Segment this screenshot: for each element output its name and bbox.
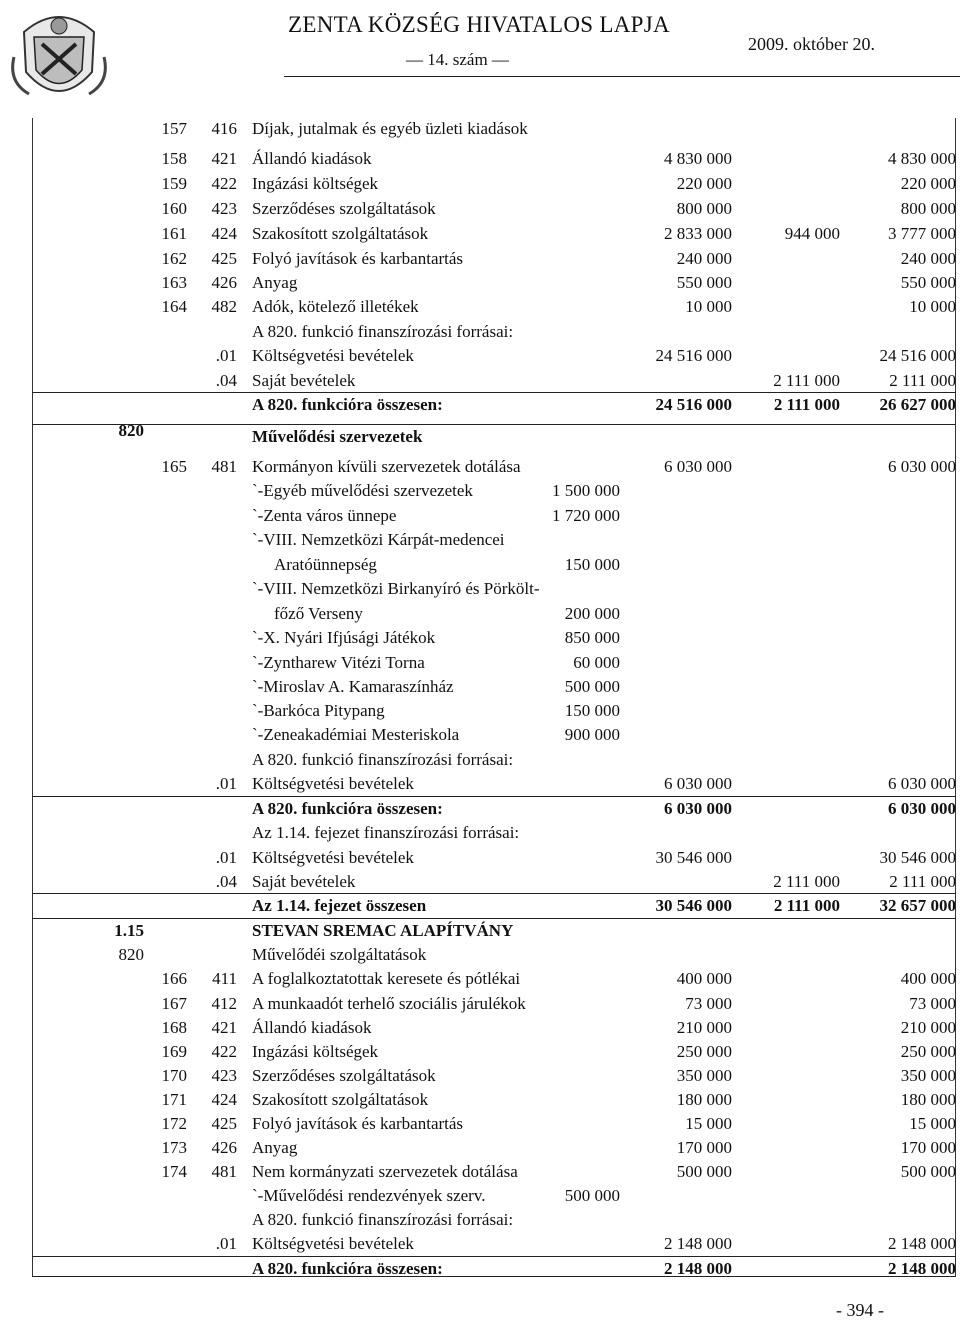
table-row [32, 505, 956, 529]
function-code: 820 [118, 945, 144, 964]
description: `-Zenta város ünnepe [252, 506, 397, 525]
description: A 820. funkció finanszírozási forrásai: [252, 322, 514, 341]
table-row [32, 1233, 956, 1257]
table-row [32, 421, 956, 450]
table-row [32, 148, 956, 172]
table-row [32, 370, 956, 394]
amount-budget: 180 000 [676, 1090, 732, 1109]
budget-table [32, 118, 956, 1277]
amount-total: 250 000 [900, 1042, 956, 1061]
table-row [32, 798, 956, 822]
description: A 820. funkció finanszírozási forrásai: [252, 750, 514, 769]
amount-own-revenue: 944 000 [784, 224, 840, 243]
function-code: 820 [118, 421, 144, 440]
amount-total: 2 148 000 [888, 1259, 956, 1278]
description: Szerződéses szolgáltatások [252, 1066, 436, 1085]
table-row [32, 554, 956, 578]
section-rule [32, 893, 956, 894]
amount-total: 210 000 [900, 1018, 956, 1037]
description: Költségvetési bevételek [252, 1234, 414, 1253]
table-row [32, 676, 956, 700]
table-row [32, 1209, 956, 1233]
economic-class: 421 [211, 149, 237, 168]
sub-amount: 1 720 000 [552, 506, 620, 525]
economic-class: 423 [211, 199, 237, 218]
amount-budget: 4 830 000 [664, 149, 732, 168]
coat-of-arms-icon [4, 2, 114, 112]
table-row [32, 198, 956, 222]
description: `-VIII. Nemzetközi Kárpát-medencei [252, 530, 505, 549]
position-number: 165 [161, 457, 187, 476]
table-row [32, 248, 956, 272]
position-number: 174 [161, 1162, 187, 1181]
table-row [32, 627, 956, 651]
amount-own-revenue: 2 111 000 [773, 872, 840, 891]
sub-amount: 500 000 [564, 677, 620, 696]
economic-class: .04 [215, 872, 237, 891]
table-row [32, 456, 956, 480]
description: A munkaadót terhelő szociális járulékok [252, 994, 526, 1013]
amount-budget: 800 000 [676, 199, 732, 218]
table-row [32, 968, 956, 992]
amount-budget: 73 000 [685, 994, 732, 1013]
amount-budget: 220 000 [676, 174, 732, 193]
description: Anyag [252, 1138, 298, 1157]
description: Az 1.14. fejezet finanszírozási forrásai: [252, 823, 520, 842]
sub-amount: 500 000 [564, 1186, 620, 1205]
description: Saját bevételek [252, 872, 356, 891]
economic-class: 425 [211, 1114, 237, 1133]
table-row [32, 773, 956, 797]
amount-budget: 2 148 000 [664, 1259, 732, 1278]
amount-budget: 400 000 [676, 969, 732, 988]
position-number: 167 [161, 994, 187, 1013]
table-row [32, 1065, 956, 1089]
description: A foglalkoztatottak keresete és pótlékai [252, 969, 521, 988]
amount-total: 180 000 [900, 1090, 956, 1109]
position-number: 168 [161, 1018, 187, 1037]
description: Művelődéi szolgáltatások [252, 945, 427, 964]
amount-budget: 10 000 [685, 297, 732, 316]
publication-date: 2009. október 20. [748, 34, 875, 54]
economic-class: 412 [211, 994, 237, 1013]
amount-total: 30 546 000 [879, 848, 956, 867]
amount-budget: 6 030 000 [664, 799, 732, 818]
description: A 820. funkció finanszírozási forrásai: [252, 1210, 514, 1229]
function-code: 1.15 [114, 921, 144, 940]
amount-total: 6 030 000 [888, 799, 956, 818]
economic-class: .01 [215, 774, 237, 793]
economic-class: 421 [211, 1018, 237, 1037]
amount-own-revenue: 2 111 000 [773, 896, 840, 915]
description: Szerződéses szolgáltatások [252, 199, 436, 218]
issue-number: — 14. szám — [406, 50, 509, 69]
table-row [32, 345, 956, 369]
table-row [32, 394, 956, 418]
table-row [32, 871, 956, 895]
sub-amount: 60 000 [573, 653, 620, 672]
economic-class: 423 [211, 1066, 237, 1085]
description: Folyó javítások és karbantartás [252, 1114, 464, 1133]
description: Díjak, jutalmak és egyéb üzleti kiadások [252, 119, 528, 138]
position-number: 170 [161, 1066, 187, 1085]
section-rule [32, 796, 956, 797]
sub-amount: 850 000 [564, 628, 620, 647]
table-row [32, 480, 956, 504]
table-row [32, 944, 956, 968]
table-row [32, 895, 956, 919]
description: Ingázási költségek [252, 1042, 379, 1061]
description: STEVAN SREMAC ALAPÍTVÁNY [252, 921, 514, 940]
amount-total: 6 030 000 [888, 457, 956, 476]
amount-budget: 30 546 000 [655, 848, 732, 867]
amount-budget: 350 000 [676, 1066, 732, 1085]
sub-amount: 150 000 [564, 555, 620, 574]
economic-class: 481 [211, 1162, 237, 1181]
table-row [32, 1137, 956, 1161]
economic-class: 424 [211, 1090, 237, 1109]
amount-budget: 2 148 000 [664, 1234, 732, 1253]
amount-budget: 24 516 000 [655, 395, 732, 414]
amount-budget: 6 030 000 [664, 457, 732, 476]
section-rule [32, 424, 956, 425]
economic-class: 425 [211, 249, 237, 268]
position-number: 159 [161, 174, 187, 193]
description: Saját bevételek [252, 371, 356, 390]
amount-budget: 15 000 [685, 1114, 732, 1133]
amount-budget: 550 000 [676, 273, 732, 292]
section-rule [32, 392, 956, 393]
table-row [32, 1089, 956, 1113]
economic-class: 422 [211, 1042, 237, 1061]
description: Kormányon kívüli szervezetek dotálása [252, 457, 521, 476]
amount-total: 2 148 000 [888, 1234, 956, 1253]
description: Szakosított szolgáltatások [252, 1090, 429, 1109]
economic-class: 426 [211, 273, 237, 292]
description: Ingázási költségek [252, 174, 379, 193]
amount-total: 240 000 [900, 249, 956, 268]
economic-class: 416 [211, 119, 237, 138]
amount-total: 350 000 [900, 1066, 956, 1085]
amount-total: 220 000 [900, 174, 956, 193]
position-number: 161 [161, 224, 187, 243]
description: Állandó kiadások [252, 149, 372, 168]
economic-class: 424 [211, 224, 237, 243]
description: `-Zeneakadémiai Mesteriskola [252, 725, 460, 744]
description: főző Verseny [274, 604, 363, 623]
amount-own-revenue: 2 111 000 [773, 371, 840, 390]
position-number: 173 [161, 1138, 187, 1157]
page-number: - 394 - [836, 1300, 884, 1320]
amount-total: 2 111 000 [889, 872, 956, 891]
table-row [32, 749, 956, 773]
description: `-Barkóca Pitypang [252, 701, 385, 720]
amount-total: 500 000 [900, 1162, 956, 1181]
table-row [32, 822, 956, 846]
amount-total: 24 516 000 [879, 346, 956, 365]
header-rule [284, 76, 960, 77]
amount-total: 3 777 000 [888, 224, 956, 243]
economic-class: .01 [215, 848, 237, 867]
description: A 820. funkcióra összesen: [252, 395, 443, 414]
economic-class: .04 [215, 371, 237, 390]
sub-amount: 1 500 000 [552, 481, 620, 500]
description: Adók, kötelező illetékek [252, 297, 419, 316]
amount-budget: 24 516 000 [655, 346, 732, 365]
table-row [32, 652, 956, 676]
sub-amount: 200 000 [564, 604, 620, 623]
description: A 820. funkcióra összesen: [252, 1259, 443, 1278]
amount-total: 400 000 [900, 969, 956, 988]
position-number: 166 [161, 969, 187, 988]
table-row [32, 1041, 956, 1065]
table-row [32, 1185, 956, 1209]
position-number: 172 [161, 1114, 187, 1133]
table-row [32, 529, 956, 553]
table-row [32, 724, 956, 748]
amount-total: 2 111 000 [889, 371, 956, 390]
description: Költségvetési bevételek [252, 346, 414, 365]
table-row [32, 223, 956, 247]
description: Szakosított szolgáltatások [252, 224, 429, 243]
amount-own-revenue: 2 111 000 [773, 395, 840, 414]
amount-budget: 2 833 000 [664, 224, 732, 243]
section-rule [32, 1256, 956, 1257]
description: `-VIII. Nemzetközi Birkanyíró és Pörkölt- [252, 579, 540, 598]
description: Folyó javítások és karbantartás [252, 249, 464, 268]
table-row [32, 920, 956, 944]
amount-total: 170 000 [900, 1138, 956, 1157]
position-number: 163 [161, 273, 187, 292]
amount-budget: 30 546 000 [655, 896, 732, 915]
table-row [32, 173, 956, 197]
table-row [32, 118, 956, 142]
table-row [32, 847, 956, 871]
table-row [32, 1017, 956, 1041]
description: `-Miroslav A. Kamaraszínház [252, 677, 454, 696]
publication-title: ZENTA KÖZSÉG HIVATALOS LAPJA [288, 12, 670, 37]
position-number: 162 [161, 249, 187, 268]
amount-budget: 500 000 [676, 1162, 732, 1181]
position-number: 169 [161, 1042, 187, 1061]
position-number: 171 [161, 1090, 187, 1109]
position-number: 164 [161, 297, 187, 316]
amount-total: 4 830 000 [888, 149, 956, 168]
economic-class: 426 [211, 1138, 237, 1157]
economic-class: 482 [211, 297, 237, 316]
position-number: 158 [161, 149, 187, 168]
description: Anyag [252, 273, 298, 292]
position-number: 157 [161, 119, 187, 138]
amount-total: 550 000 [900, 273, 956, 292]
description: Nem kormányzati szervezetek dotálása [252, 1162, 518, 1181]
table-row [32, 1113, 956, 1137]
description: Művelődési szervezetek [252, 427, 423, 446]
amount-total: 32 657 000 [879, 896, 956, 915]
table-row [32, 296, 956, 320]
economic-class: .01 [215, 1234, 237, 1253]
amount-total: 73 000 [909, 994, 956, 1013]
amount-total: 10 000 [909, 297, 956, 316]
description: `-Zyntharew Vitézi Torna [252, 653, 425, 672]
description: Költségvetési bevételek [252, 774, 414, 793]
page-header [0, 0, 960, 80]
description: Az 1.14. fejezet összesen [252, 896, 427, 915]
table-row [32, 993, 956, 1017]
amount-budget: 210 000 [676, 1018, 732, 1037]
description: Aratóünnepség [274, 555, 377, 574]
amount-budget: 6 030 000 [664, 774, 732, 793]
description: Állandó kiadások [252, 1018, 372, 1037]
amount-total: 26 627 000 [879, 395, 956, 414]
amount-total: 800 000 [900, 199, 956, 218]
amount-total: 15 000 [909, 1114, 956, 1133]
sub-amount: 150 000 [564, 701, 620, 720]
economic-class: 411 [212, 969, 237, 988]
position-number: 160 [161, 199, 187, 218]
description: A 820. funkcióra összesen: [252, 799, 443, 818]
amount-total: 6 030 000 [888, 774, 956, 793]
amount-budget: 170 000 [676, 1138, 732, 1157]
economic-class: 422 [211, 174, 237, 193]
section-rule [32, 918, 956, 919]
table-row [32, 700, 956, 724]
description: Költségvetési bevételek [252, 848, 414, 867]
table-row [32, 603, 956, 627]
description: `-Egyéb művelődési szervezetek [252, 481, 473, 500]
description: `-X. Nyári Ifjúsági Játékok [252, 628, 436, 647]
sub-amount: 900 000 [564, 725, 620, 744]
table-row [32, 272, 956, 296]
table-row [32, 321, 956, 345]
amount-budget: 250 000 [676, 1042, 732, 1061]
economic-class: 481 [211, 457, 237, 476]
amount-budget: 240 000 [676, 249, 732, 268]
economic-class: .01 [215, 346, 237, 365]
description: `-Művelődési rendezvények szerv. [252, 1186, 486, 1205]
table-row [32, 578, 956, 602]
table-row [32, 1258, 956, 1282]
table-row [32, 1161, 956, 1185]
